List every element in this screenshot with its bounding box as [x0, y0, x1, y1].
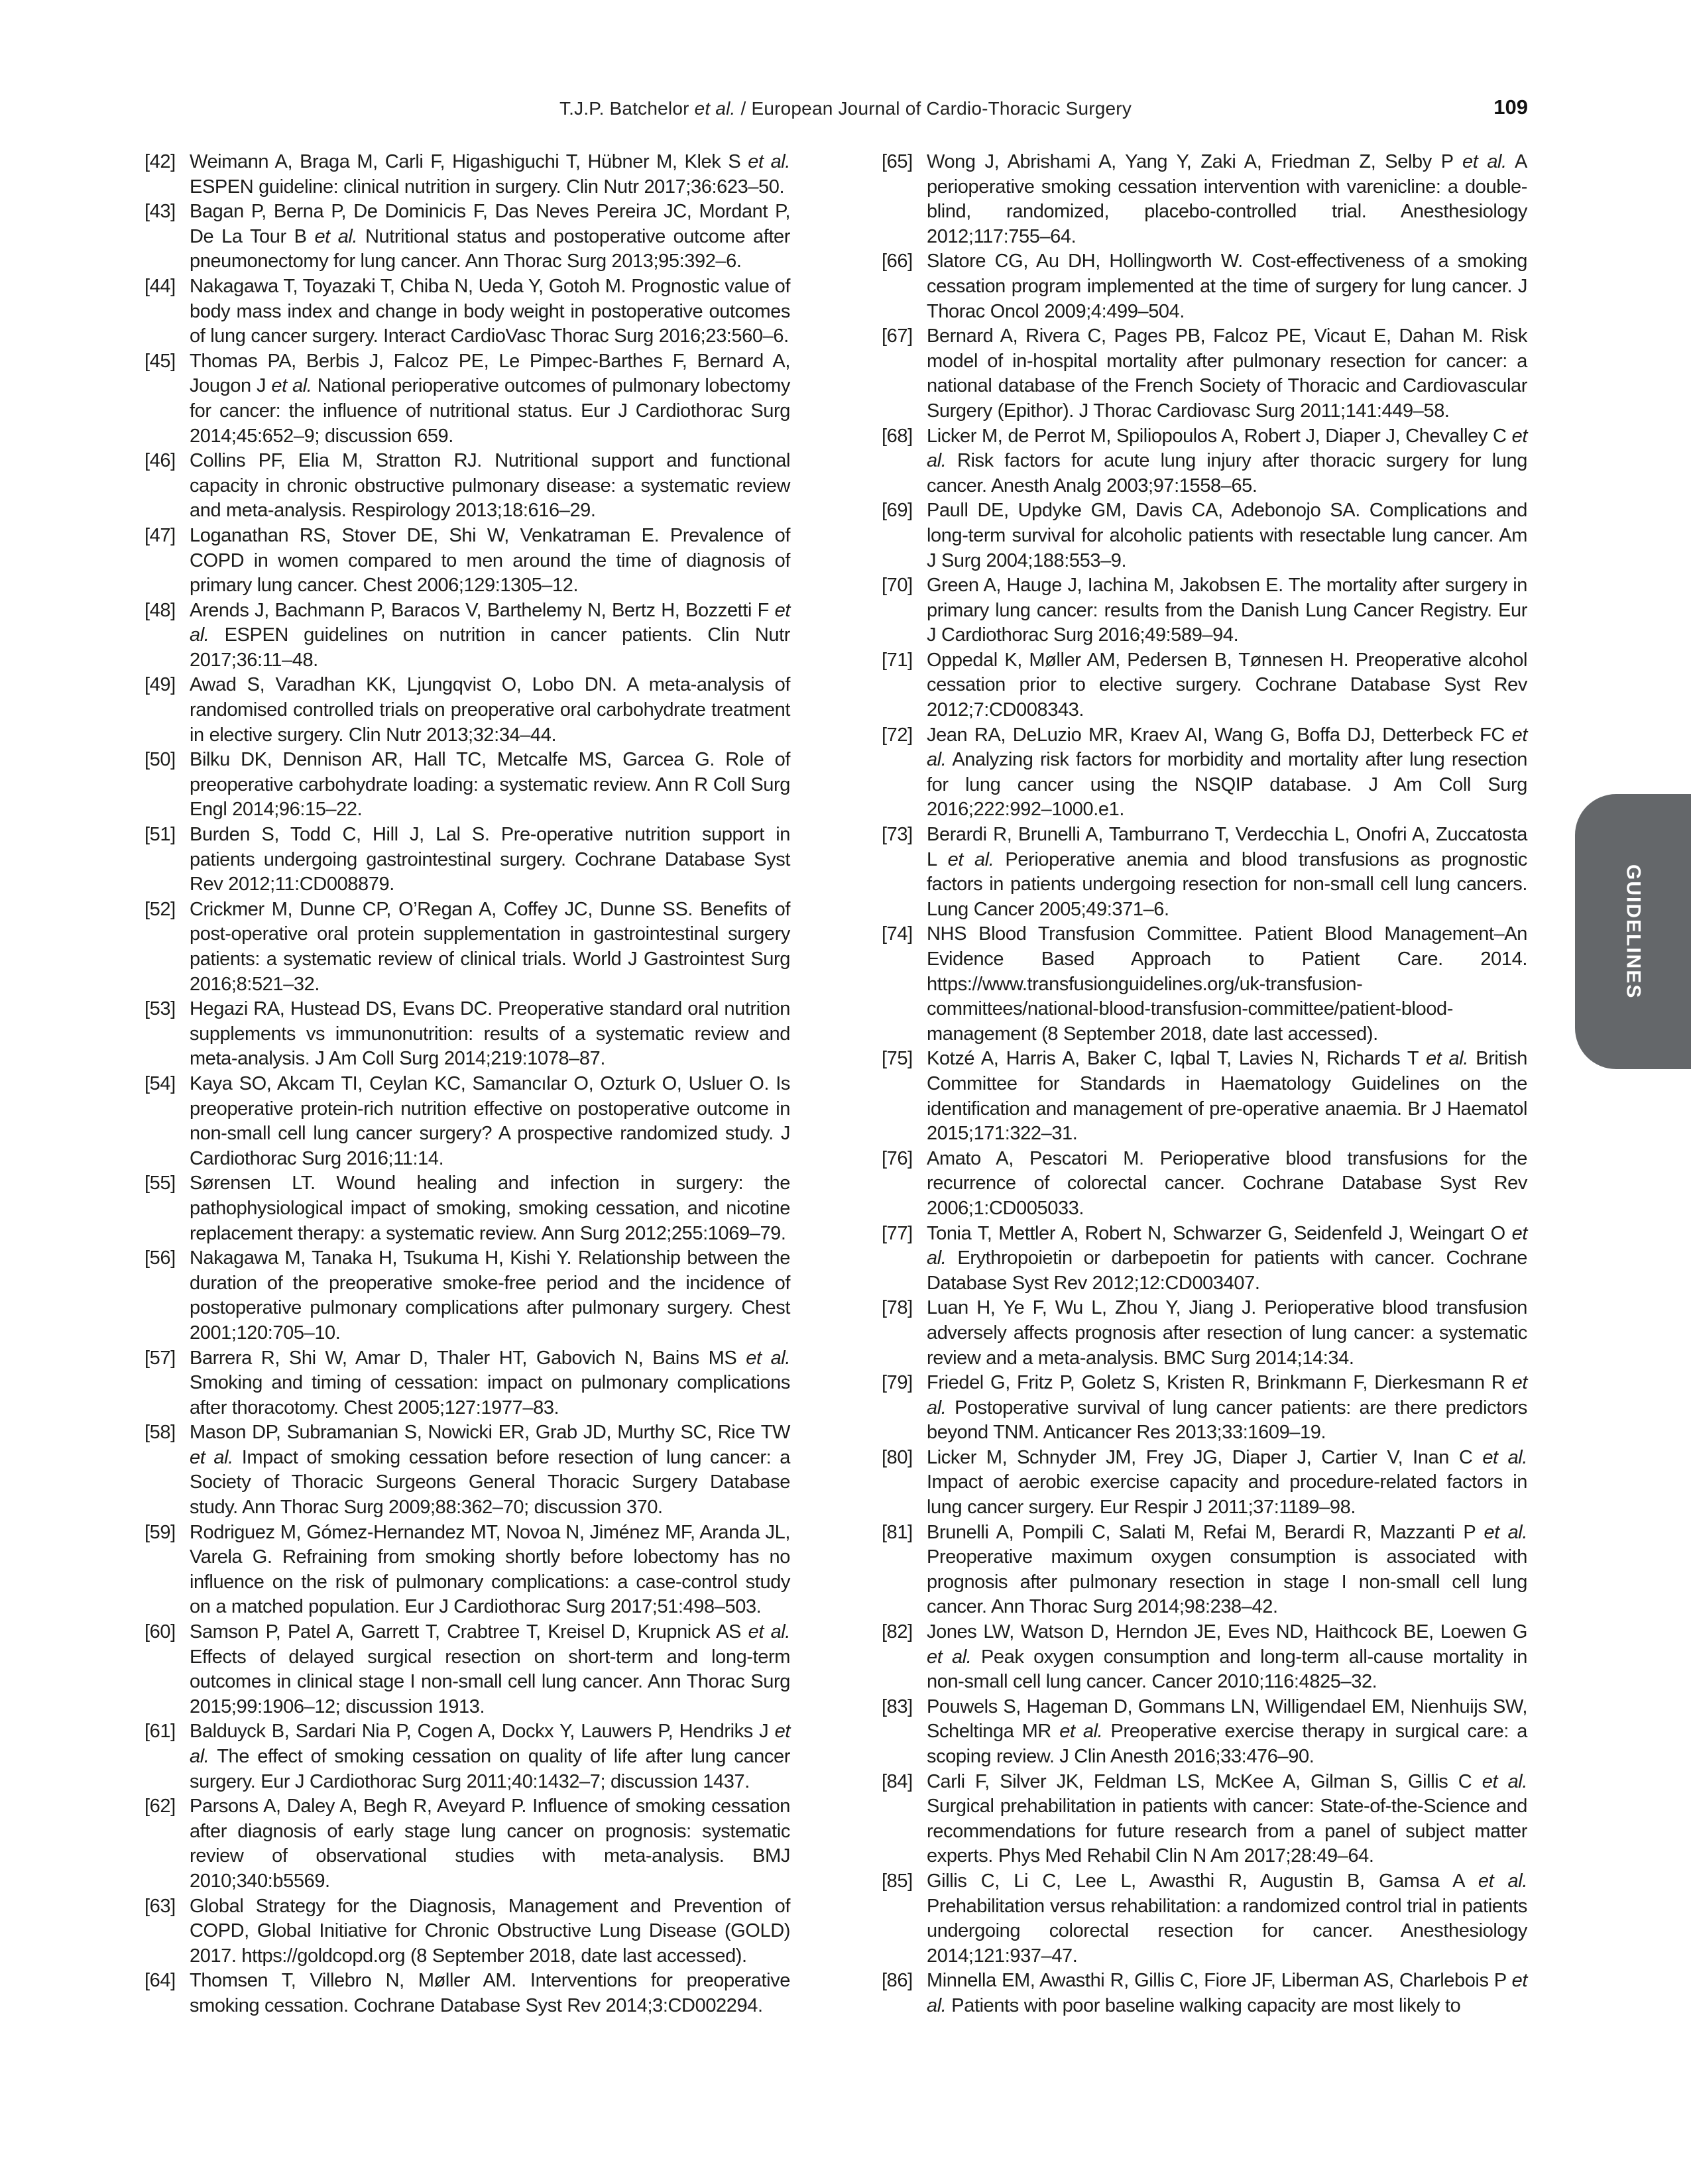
reference-number: [70]: [882, 575, 913, 597]
reference-text: Kotzé A, Harris A, Baker C, Iqbal T, Lavies N, Richards T et al. British Committee for Standards in Haematology Guidelines on the identification and management of pre-operative anaemia. Br J Haematol 2015;171:322–31.: [927, 1048, 1527, 1145]
reference-text: Global Strategy for the Diagnosis, Management and Prevention of COPD, Global Initiative for Chronic Obstructive Lung Disease (GOLD) 2017. https://goldcopd.org (8 September 2018, date last accessed).: [190, 1895, 790, 1967]
page-number: 109: [1493, 95, 1528, 119]
reference-number: [51]: [145, 824, 176, 846]
reference-number: [65]: [882, 151, 913, 172]
reference-number: [57]: [145, 1347, 176, 1369]
reference-number: [77]: [882, 1222, 913, 1244]
reference-item: [145, 823, 790, 897]
reference-number: [80]: [882, 1446, 913, 1468]
reference-item: [882, 823, 1527, 922]
reference-item: [882, 573, 1527, 648]
reference-number: [63]: [145, 1895, 176, 1917]
reference-number: [71]: [882, 649, 913, 671]
reference-item: [145, 599, 790, 673]
running-head-journal: / European Journal of Cardio-Thoracic Surgery: [735, 98, 1132, 119]
reference-item: [145, 1719, 790, 1794]
running-head-etal: et al.: [689, 98, 736, 119]
guidelines-tab-label: GUIDELINES: [1622, 864, 1645, 1000]
reference-number: [43]: [145, 201, 176, 223]
reference-item: [145, 1620, 790, 1719]
reference-number: [67]: [882, 325, 913, 347]
reference-item: [882, 1869, 1527, 1969]
reference-number: [55]: [145, 1173, 176, 1194]
reference-item: [882, 324, 1527, 424]
reference-number: [82]: [882, 1621, 913, 1643]
reference-text: Weimann A, Braga M, Carli F, Higashiguchi T, Hübner M, Klek S et al. ESPEN guideline: clinical nutrition in surgery. Clin Nutr 2017;36:623–50.: [190, 151, 790, 198]
running-head-authors: T.J.P. Batchelor: [559, 98, 689, 119]
reference-item: [145, 1794, 790, 1894]
reference-number: [44]: [145, 275, 176, 297]
reference-item: [145, 1521, 790, 1620]
reference-number: [76]: [882, 1147, 913, 1169]
reference-item: [145, 349, 790, 449]
reference-text: Parsons A, Daley A, Begh R, Aveyard P. Influence of smoking cessation after diagnosis of early stage lung cancer on prognosis: systematic review of observational studies with meta-analysis. BMJ 2010;340:b5569.: [190, 1796, 790, 1892]
reference-text: Gillis C, Li C, Lee L, Awasthi R, Augustin B, Gamsa A et al. Prehabilitation versus rehabilitation: a randomized control trial in patients undergoing colorectal resection for cancer. Anesthesiology 2014;121:937–47.: [927, 1870, 1527, 1967]
reference-number: [48]: [145, 599, 176, 621]
reference-item: [882, 424, 1527, 499]
reference-number: [62]: [145, 1796, 176, 1817]
reference-number: [72]: [882, 724, 913, 746]
reference-number: [79]: [882, 1372, 913, 1394]
reference-number: [59]: [145, 1521, 176, 1543]
reference-item: [882, 1446, 1527, 1521]
reference-number: [46]: [145, 450, 176, 472]
reference-text: Sørensen LT. Wound healing and infection in surgery: the pathophysiological impact of smoking, smoking cessation, and nicotine replacement therapy: a systematic review. Ann Surg 2012;255:1069–79.: [190, 1173, 790, 1244]
reference-item: [882, 1222, 1527, 1296]
reference-item: [145, 150, 790, 200]
reference-text: Tonia T, Mettler A, Robert N, Schwarzer G, Seidenfeld J, Weingart O et al. Erythropoietin or darbepoetin for patients with cancer. Cochrane Database Syst Rev 2012;12:CD003407.: [927, 1222, 1527, 1294]
reference-text: Bilku DK, Dennison AR, Hall TC, Metcalfe MS, Garcea G. Role of preoperative carbohydrate loading: a systematic review. Ann R Coll Surg Engl 2014;96:15–22.: [190, 749, 790, 821]
reference-number: [56]: [145, 1247, 176, 1269]
reference-text: Collins PF, Elia M, Stratton RJ. Nutritional support and functional capacity in chronic obstructive pulmonary disease: a systematic review and meta-analysis. Respirology 2013;18:616–29.: [190, 450, 790, 522]
reference-number: [42]: [145, 151, 176, 172]
reference-text: Paull DE, Updyke GM, Davis CA, Adebonojo SA. Complications and long-term survival for alcoholic patients with resectable lung cancer. Am J Surg 2004;188:553–9.: [927, 500, 1527, 571]
reference-number: [81]: [882, 1521, 913, 1543]
reference-number: [78]: [882, 1297, 913, 1319]
reference-number: [45]: [145, 350, 176, 372]
reference-text: Brunelli A, Pompili C, Salati M, Refai M, Berardi R, Mazzanti P et al. Preoperative maximum oxygen consumption is associated with prognosis after pulmonary resection in stage I non-small cell lung cancer. Ann Thorac Surg 2014;98:238–42.: [927, 1521, 1528, 1618]
reference-item: [882, 1521, 1527, 1620]
reference-item: [145, 673, 790, 748]
reference-item: [145, 200, 790, 274]
reference-number: [58]: [145, 1422, 176, 1444]
reference-item: [882, 1047, 1527, 1146]
reference-item: [145, 274, 790, 349]
reference-item: [145, 1969, 790, 2018]
reference-text: Jones LW, Watson D, Herndon JE, Eves ND, Haithcock BE, Loewen G et al. Peak oxygen consumption and long-term all-cause mortality in non-small cell lung cancer. Cancer 2010;116:4825–32.: [927, 1621, 1527, 1693]
reference-text: Bernard A, Rivera C, Pages PB, Falcoz PE, Vicaut E, Dahan M. Risk model of in-hospital mortality after pulmonary resection for cancer: a national database of the French Society of Thoracic and Cardiovascular Surgery (Epithor). J Thorac Cardiovasc Surg 2011;141:449–58.: [927, 325, 1527, 422]
reference-item: [145, 997, 790, 1072]
reference-item: [882, 249, 1527, 324]
reference-text: Green A, Hauge J, Iachina M, Jakobsen E. The mortality after surgery in primary lung cancer: results from the Danish Lung Cancer Registry. Eur J Cardiothorac Surg 2016;49:589–94.: [927, 575, 1527, 646]
reference-number: [83]: [882, 1695, 913, 1717]
reference-text: Bagan P, Berna P, De Dominicis F, Das Neves Pereira JC, Mordant P, De La Tour B et al. Nutritional status and postoperative outcome after pneumonectomy for lung cancer. Ann Thorac Surg 2013;95:392–6.: [190, 201, 791, 272]
reference-item: [145, 449, 790, 524]
reference-item: [882, 1695, 1527, 1770]
reference-text: Kaya SO, Akcam TI, Ceylan KC, Samancılar O, Ozturk O, Usluer O. Is preoperative protein-rich nutrition effective on postoperative outcome in non-small cell lung cancer surgery? A prospective randomized study. J Cardiothorac Surg 2016;11:14.: [190, 1072, 790, 1169]
reference-number: [66]: [882, 251, 913, 272]
reference-item: [882, 1969, 1527, 2018]
reference-item: [145, 748, 790, 823]
reference-text: Thomas PA, Berbis J, Falcoz PE, Le Pimpec-Barthes F, Bernard A, Jougon J et al. National perioperative outcomes of pulmonary lobectomy for cancer: the influence of nutritional status. Eur J Cardiothorac Surg 2014;45:652–9; discussion 659.: [190, 350, 790, 447]
reference-text: Rodriguez M, Gómez-Hernandez MT, Novoa N, Jiménez MF, Aranda JL, Varela G. Refraining from smoking shortly before lobectomy has no influence on the risk of pulmonary complications: a case-control study on a matched population. Eur J Cardiothorac Surg 2017;51:498–503.: [190, 1521, 790, 1618]
reference-text: Arends J, Bachmann P, Baracos V, Barthelemy N, Bertz H, Bozzetti F et al. ESPEN guidelines on nutrition in cancer patients. Clin Nutr 2017;36:11–48.: [190, 599, 790, 671]
references-column-right: [882, 150, 1527, 2019]
reference-text: Samson P, Patel A, Garrett T, Crabtree T, Kreisel D, Krupnick AS et al. Effects of delayed surgical resection on short-term and long-term outcomes in clinical stage I non-small cell lung cancer. Ann Thorac Surg 2015;99:1906–12; discussion 1913.: [190, 1621, 791, 1717]
reference-number: [52]: [145, 898, 176, 920]
reference-text: Loganathan RS, Stover DE, Shi W, Venkatraman E. Prevalence of COPD in women compared to men around the time of diagnosis of primary lung cancer. Chest 2006;129:1305–12.: [190, 524, 790, 597]
reference-number: [73]: [882, 824, 913, 846]
reference-number: [53]: [145, 998, 176, 1020]
reference-number: [61]: [145, 1721, 176, 1743]
reference-text: Thomsen T, Villebro N, Møller AM. Interventions for preoperative smoking cessation. Cochrane Database Syst Rev 2014;3:CD002294.: [190, 1970, 790, 2016]
reference-text: Licker M, de Perrot M, Spiliopoulos A, Robert J, Diaper J, Chevalley C et al. Risk factors for acute lung injury after thoracic surgery for lung cancer. Anesth Analg 2003;97:1558–65.: [927, 425, 1527, 496]
reference-number: [54]: [145, 1072, 176, 1094]
reference-number: [74]: [882, 923, 913, 945]
reference-item: [145, 1420, 790, 1520]
reference-text: Mason DP, Subramanian S, Nowicki ER, Grab JD, Murthy SC, Rice TW et al. Impact of smoking cessation before resection of lung cancer: a Society of Thoracic Surgeons General Thoracic Surgery Database study. Ann Thorac Surg 2009;88:362–70; discussion 370.: [190, 1422, 791, 1519]
reference-text: Slatore CG, Au DH, Hollingworth W. Cost-effectiveness of a smoking cessation program implemented at the time of surgery for lung cancer. J Thorac Oncol 2009;4:499–504.: [927, 251, 1527, 322]
reference-item: [882, 648, 1527, 723]
reference-item: [145, 524, 790, 599]
reference-text: Awad S, Varadhan KK, Ljungqvist O, Lobo DN. A meta-analysis of randomised controlled trials on preoperative oral carbohydrate treatment in elective surgery. Clin Nutr 2013;32:34–44.: [190, 674, 790, 746]
reference-text: Oppedal K, Møller AM, Pedersen B, Tønnesen H. Preoperative alcohol cessation prior to elective surgery. Cochrane Database Syst Rev 2012;7:CD008343.: [927, 649, 1527, 721]
reference-item: [882, 150, 1527, 249]
reference-number: [86]: [882, 1970, 913, 1992]
reference-number: [49]: [145, 674, 176, 696]
reference-text: Barrera R, Shi W, Amar D, Thaler HT, Gabovich N, Bains MS et al. Smoking and timing of cessation: impact on pulmonary complications after thoracotomy. Chest 2005;127:1977–83.: [190, 1347, 790, 1418]
reference-number: [64]: [145, 1970, 176, 1992]
reference-item: [145, 1346, 790, 1421]
reference-number: [47]: [145, 524, 176, 546]
reference-item: [145, 1171, 790, 1246]
reference-item: [145, 897, 790, 997]
reference-item: [882, 1770, 1527, 1869]
reference-text: Friedel G, Fritz P, Goletz S, Kristen R, Brinkmann F, Dierkesmann R et al. Postoperative survival of lung cancer patients: are there predictors beyond TNM. Anticancer Res 2013;33:1609–19.: [927, 1372, 1527, 1444]
reference-text: Jean RA, DeLuzio MR, Kraev AI, Wang G, Boffa DJ, Detterbeck FC et al. Analyzing risk factors for morbidity and mortality after lung resection for lung cancer using the NSQIP database. J Am Coll Surg 2016;222:992–1000.e1.: [927, 724, 1527, 821]
reference-item: [882, 922, 1527, 1047]
reference-number: [85]: [882, 1870, 913, 1892]
reference-item: [145, 1072, 790, 1171]
reference-number: [84]: [882, 1770, 913, 1792]
reference-text: Nakagawa M, Tanaka H, Tsukuma H, Kishi Y. Relationship between the duration of the preoperative smoke-free period and the incidence of postoperative pulmonary complications after pulmonary surgery. Chest 2001;120:705–10.: [190, 1247, 790, 1344]
reference-item: [882, 1371, 1527, 1446]
reference-text: Amato A, Pescatori M. Perioperative blood transfusions for the recurrence of colorectal cancer. Cochrane Database Syst Rev 2006;1:CD005033.: [927, 1147, 1527, 1219]
reference-item: [882, 498, 1527, 573]
reference-item: [882, 1296, 1527, 1371]
reference-text: Licker M, Schnyder JM, Frey JG, Diaper J, Cartier V, Inan C et al. Impact of aerobic exercise capacity and procedure-related factors in lung cancer surgery. Eur Respir J 2011;37:1189–98.: [927, 1446, 1527, 1519]
reference-text: Wong J, Abrishami A, Yang Y, Zaki A, Friedman Z, Selby P et al. A perioperative smoking cessation intervention with varenicline: a double-blind, randomized, placebo-controlled trial. Anesthesiology 2012;117:755–64.: [927, 151, 1528, 247]
reference-text: Burden S, Todd C, Hill J, Lal S. Pre-operative nutrition support in patients undergoing gastrointestinal surgery. Cochrane Database Syst Rev 2012;11:CD008879.: [190, 824, 790, 895]
reference-text: Crickmer M, Dunne CP, O’Regan A, Coffey JC, Dunne SS. Benefits of post-operative oral protein supplementation in gastrointestinal surgery patients: a systematic review of clinical trials. World J Gastrointest Surg 2016;8:521–32.: [190, 898, 790, 995]
reference-text: Berardi R, Brunelli A, Tamburrano T, Verdecchia L, Onofri A, Zuccatosta L et al. Perioperative anemia and blood transfusions as prognostic factors in patients undergoing resection for non-small cell lung cancers. Lung Cancer 2005;49:371–6.: [927, 824, 1527, 920]
guidelines-section-tab: [1575, 794, 1691, 1069]
reference-text: Luan H, Ye F, Wu L, Zhou Y, Jiang J. Perioperative blood transfusion adversely affects prognosis after resection of lung cancer: a systematic review and a meta-analysis. BMC Surg 2014;14:34.: [927, 1297, 1527, 1369]
reference-text: NHS Blood Transfusion Committee. Patient Blood Management–An Evidence Based Approach to Patient Care. 2014. https://www.transfusionguidelines.org/uk-transfusion-committees/national-blood-transfusion-committee/patient-blood-management (8 September 2018, date last accessed).: [927, 923, 1527, 1045]
reference-item: [882, 1147, 1527, 1222]
references-column-left: [145, 150, 790, 2019]
reference-item: [882, 1620, 1527, 1695]
reference-text: Nakagawa T, Toyazaki T, Chiba N, Ueda Y, Gotoh M. Prognostic value of body mass index and change in body weight in postoperative outcomes of lung cancer surgery. Interact CardioVasc Thorac Surg 2016;23:560–6.: [190, 275, 790, 347]
reference-number: [75]: [882, 1048, 913, 1070]
reference-number: [50]: [145, 749, 176, 771]
reference-item: [145, 1246, 790, 1346]
reference-text: Hegazi RA, Hustead DS, Evans DC. Preoperative standard oral nutrition supplements vs immunonutrition: results of a systematic review and meta-analysis. J Am Coll Surg 2014;219:1078–87.: [190, 998, 790, 1070]
reference-number: [68]: [882, 425, 913, 447]
reference-item: [882, 723, 1527, 823]
reference-item: [145, 1894, 790, 1969]
reference-text: Carli F, Silver JK, Feldman LS, McKee A, Gilman S, Gillis C et al. Surgical prehabilitation in patients with cancer: State-of-the-Science and recommendations for future research from a panel of subject matter experts. Phys Med Rehabil Clin N Am 2017;28:49–64.: [927, 1770, 1527, 1867]
reference-text: Pouwels S, Hageman D, Gommans LN, Willigendael EM, Nienhuijs SW, Scheltinga MR et al. Preoperative exercise therapy in surgical care: a scoping review. J Clin Anesth 2016;33:476–90.: [927, 1695, 1528, 1767]
reference-text: Balduyck B, Sardari Nia P, Cogen A, Dockx Y, Lauwers P, Hendriks J et al. The effect of smoking cessation on quality of life after lung cancer surgery. Eur J Cardiothorac Surg 2011;40:1432–7; discussion 1437.: [190, 1721, 790, 1792]
reference-number: [60]: [145, 1621, 176, 1643]
reference-number: [69]: [882, 500, 913, 522]
reference-text: Minnella EM, Awasthi R, Gillis C, Fiore JF, Liberman AS, Charlebois P et al. Patients with poor baseline walking capacity are most likely to: [927, 1970, 1527, 2016]
